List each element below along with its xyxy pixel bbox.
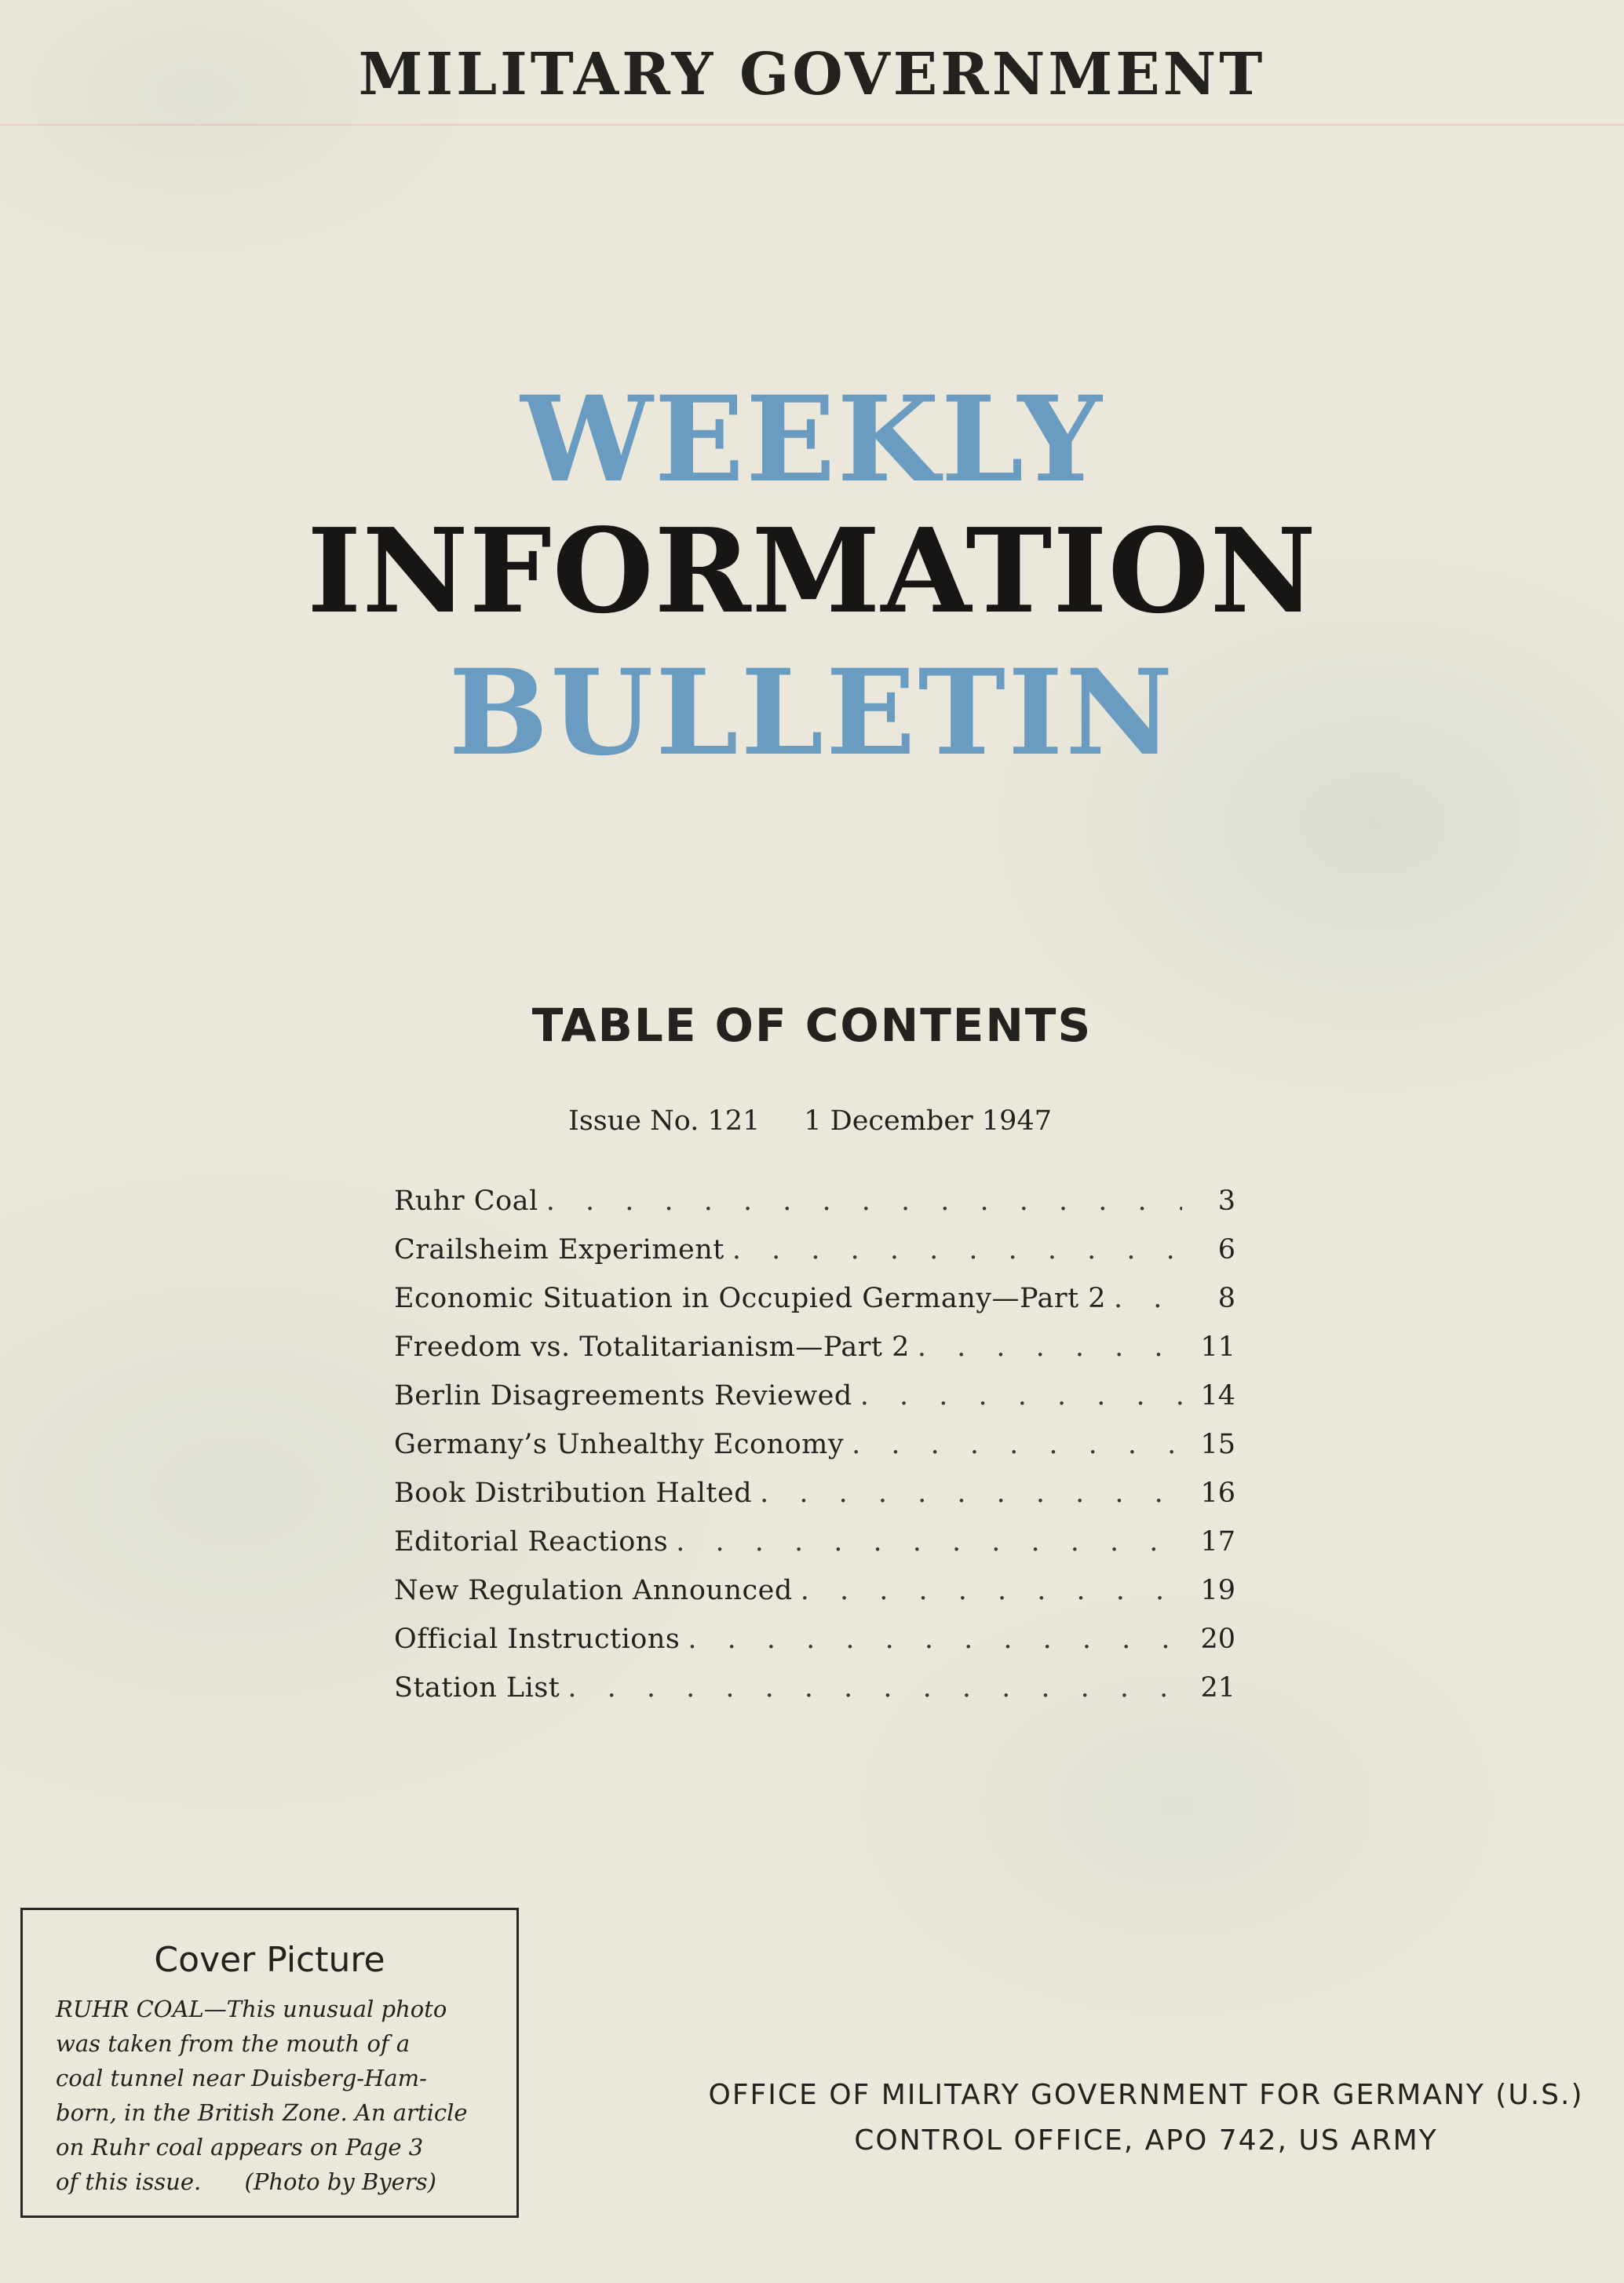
toc-entry[interactable]: [394, 1478, 1235, 1526]
leader-dots: [852, 1429, 1182, 1460]
toc-entry-title: Official Instructions: [394, 1624, 681, 1655]
table-of-contents: [394, 1185, 1235, 1721]
leader-dots: [688, 1624, 1182, 1655]
title-bulletin: BULLETIN: [448, 644, 1176, 782]
publisher-block: [675, 2073, 1617, 2164]
toc-entry-title: Editorial Reactions: [394, 1526, 669, 1558]
toc-entry-page: 3: [1217, 1185, 1235, 1217]
title-weekly: WEEKLY: [520, 371, 1104, 509]
toc-entry[interactable]: [394, 1672, 1235, 1721]
toc-entry[interactable]: [394, 1185, 1235, 1234]
cover-picture-title: Cover Picture: [154, 1940, 385, 1980]
toc-entry-title: New Regulation Announced: [394, 1575, 793, 1606]
toc-entry-page: 17: [1200, 1526, 1235, 1558]
top-rule: [0, 124, 1624, 126]
leader-dots: [676, 1526, 1182, 1558]
toc-entry[interactable]: [394, 1234, 1235, 1283]
title-information: INFORMATION: [307, 502, 1317, 639]
toc-entry-title: Berlin Disagreements Reviewed: [394, 1380, 852, 1412]
issue-date: 1 December 1947: [804, 1105, 1052, 1137]
leader-dots: [801, 1575, 1182, 1606]
toc-heading: TABLE OF CONTENTS: [531, 999, 1093, 1052]
masthead: MILITARY GOVERNMENT: [358, 41, 1266, 108]
leader-dots: [1114, 1283, 1182, 1314]
leader-dots: [760, 1478, 1182, 1509]
toc-entry[interactable]: [394, 1575, 1235, 1624]
toc-entry[interactable]: [394, 1429, 1235, 1478]
cover-picture-caption: RUHR COAL—This unusual photo was taken from the mouth of a coal tunnel near Duisberg-Ham- born, in the British Zone. An article on Ruhr coal appears on Page 3 of this issue. (Photo by Byers): [56, 1996, 468, 2195]
toc-entry-page: 20: [1200, 1624, 1235, 1655]
toc-entry[interactable]: [394, 1380, 1235, 1429]
toc-entry-title: Ruhr Coal: [394, 1185, 538, 1217]
publisher-line-2: CONTROL OFFICE, APO 742, US ARMY: [854, 2124, 1438, 2157]
leader-dots: [546, 1185, 1182, 1217]
toc-entry-title: Crailsheim Experiment: [394, 1234, 724, 1266]
toc-entry-page: 14: [1200, 1380, 1235, 1412]
toc-entry[interactable]: [394, 1331, 1235, 1380]
toc-entry-page: 21: [1200, 1672, 1235, 1704]
toc-entry-title: Book Distribution Halted: [394, 1478, 753, 1509]
toc-entry[interactable]: [394, 1526, 1235, 1575]
toc-entry-page: 11: [1200, 1331, 1235, 1363]
leader-dots: [918, 1331, 1182, 1363]
toc-entry-page: 8: [1217, 1283, 1235, 1314]
toc-entry-page: 16: [1200, 1478, 1235, 1509]
cover-picture-box: [20, 1908, 519, 2218]
issue-line: [568, 1105, 1052, 1137]
issue-number: Issue No. 121: [568, 1105, 761, 1137]
toc-entry-page: 15: [1200, 1429, 1235, 1460]
toc-entry-page: 6: [1217, 1234, 1235, 1266]
toc-entry-page: 19: [1200, 1575, 1235, 1606]
toc-entry[interactable]: [394, 1624, 1235, 1672]
publisher-line-1: OFFICE OF MILITARY GOVERNMENT FOR GERMANY (U.S.): [708, 2079, 1584, 2111]
toc-entry-title: Economic Situation in Occupied Germany—Part 2: [394, 1283, 1107, 1314]
toc-entry[interactable]: [394, 1283, 1235, 1331]
toc-entry-title: Station List: [394, 1672, 560, 1704]
leader-dots: [860, 1380, 1182, 1412]
toc-entry-title: Freedom vs. Totalitarianism—Part 2: [394, 1331, 910, 1363]
leader-dots: [732, 1234, 1182, 1266]
leader-dots: [567, 1672, 1182, 1704]
toc-entry-title: Germany’s Unhealthy Economy: [394, 1429, 845, 1460]
